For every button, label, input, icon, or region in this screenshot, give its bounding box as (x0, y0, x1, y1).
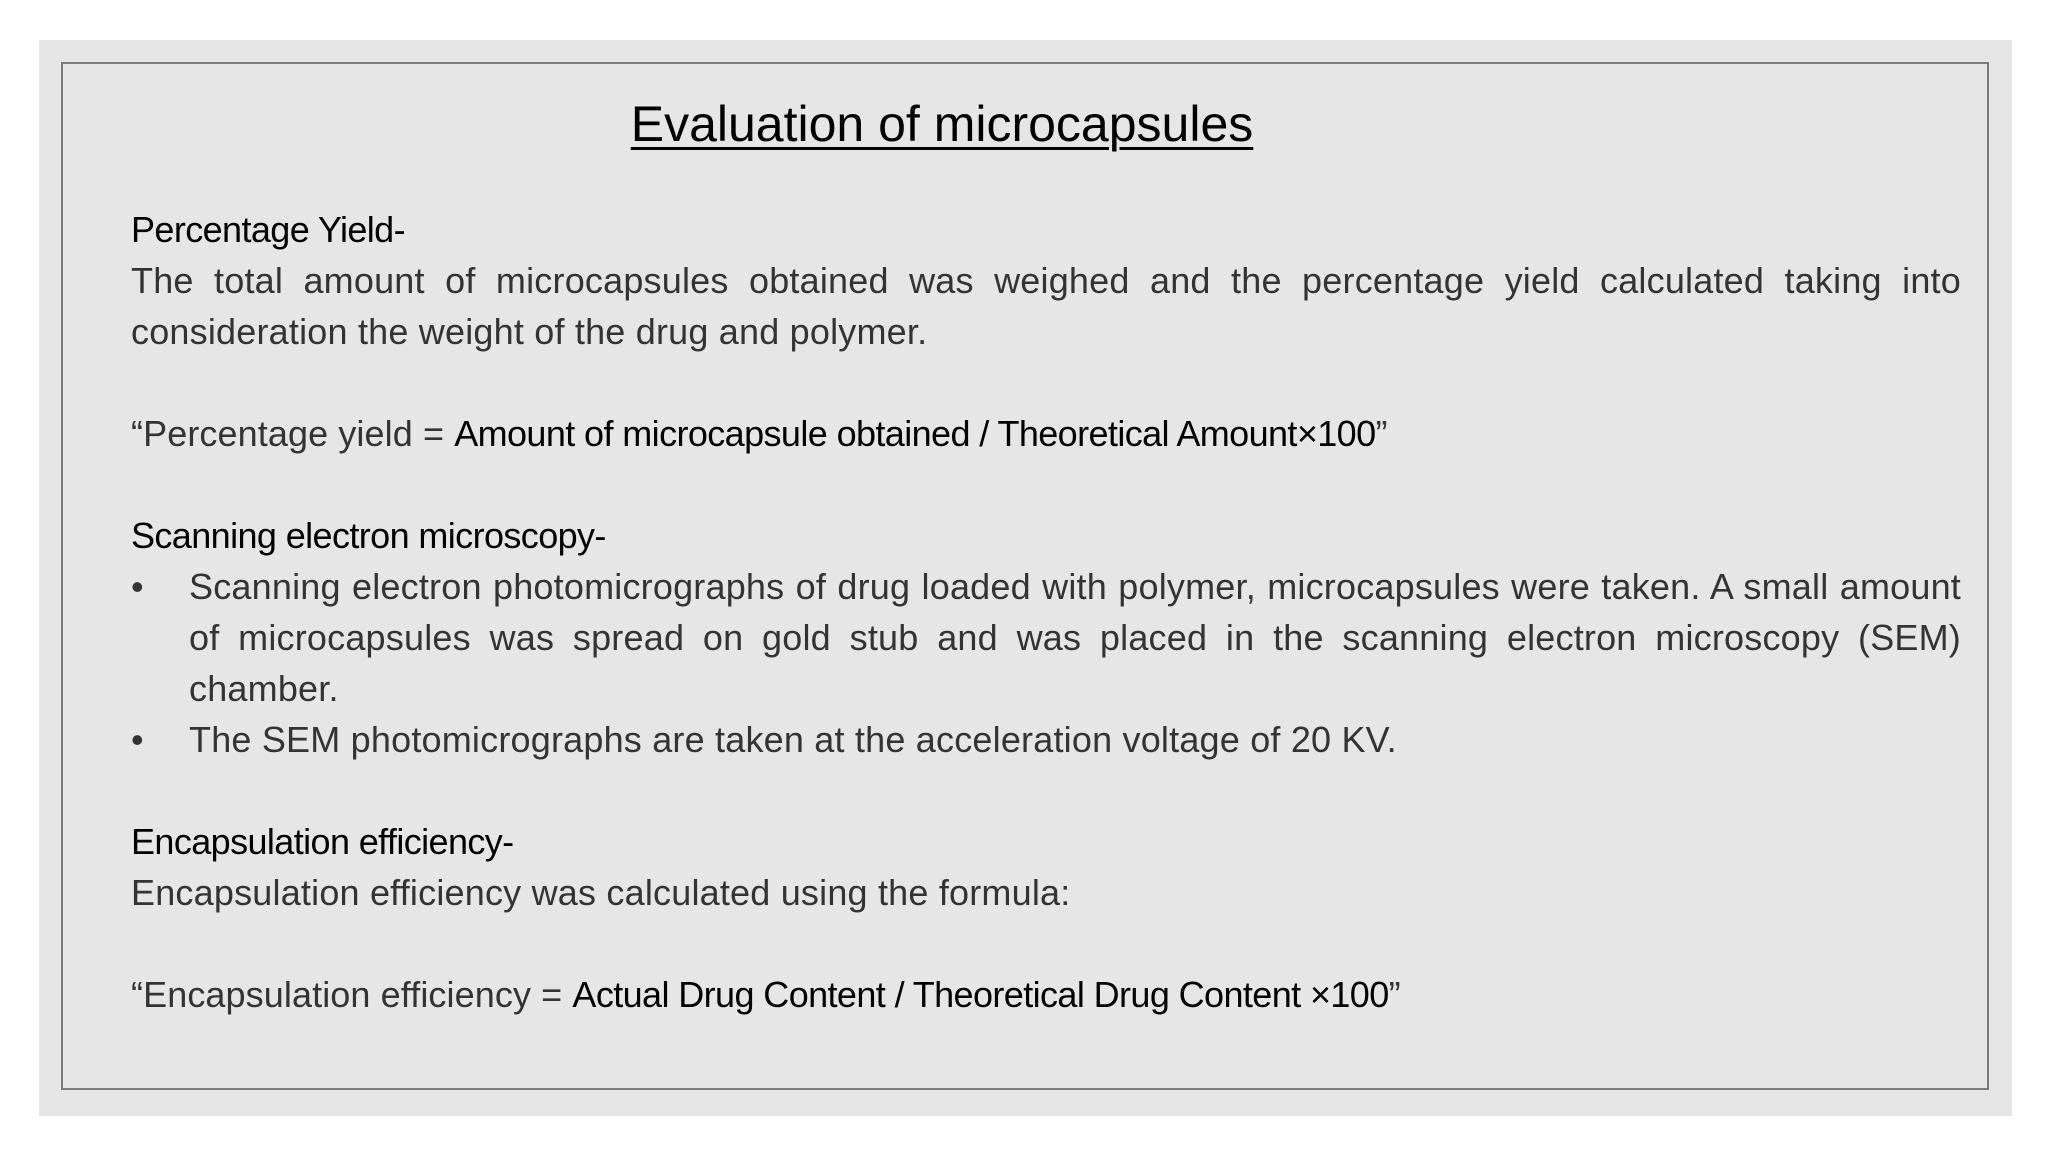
formula-prefix: “Encapsulation efficiency = (131, 974, 573, 1015)
formula-suffix: ” (1388, 974, 1401, 1015)
section-encapsulation-efficiency (131, 816, 1961, 1020)
percentage-yield-heading: Percentage Yield- (131, 209, 405, 250)
encapsulation-heading: Encapsulation efficiency- (131, 821, 514, 862)
spacer (131, 918, 1961, 969)
bullet-text: Scanning electron photomicrographs of drug loaded with polymer, microcapsules were taken. A small amount of microcapsules was spread on gold stub and was placed in the scanning electron microscopy (SEM) chamber. (189, 566, 1961, 709)
encapsulation-description: Encapsulation efficiency was calculated using the formula: (131, 872, 1071, 913)
formula-expression: Actual Drug Content / Theoretical Drug Content ×100 (572, 974, 1389, 1015)
percentage-yield-description: The total amount of microcapsules obtained was weighed and the percentage yield calculated taking into consideration the weight of the drug and polymer. (131, 260, 1961, 352)
slide-content (131, 204, 1961, 1020)
percentage-yield-formula (131, 408, 1961, 459)
bullet-icon: • (131, 566, 144, 607)
formula-prefix: “Percentage yield = (131, 413, 455, 454)
spacer (131, 357, 1961, 408)
formula-suffix: ” (1375, 413, 1388, 454)
formula-expression: Amount of microcapsule obtained / Theoretical Amount×100 (454, 413, 1376, 454)
bullet-text: The SEM photomicrographs are taken at the acceleration voltage of 20 KV. (189, 719, 1397, 760)
list-item (131, 714, 1961, 765)
list-item (131, 561, 1961, 714)
spacer (131, 765, 1961, 816)
spacer (131, 459, 1961, 510)
section-scanning-electron-microscopy (131, 510, 1961, 765)
slide-title (0, 92, 2048, 156)
sem-bullet-list (131, 561, 1961, 765)
bullet-icon: • (131, 719, 144, 760)
sem-heading: Scanning electron microscopy- (131, 515, 606, 556)
section-percentage-yield (131, 204, 1961, 459)
encapsulation-formula (131, 969, 1961, 1020)
slide-title-text: Evaluation of microcapsules (630, 96, 1254, 152)
